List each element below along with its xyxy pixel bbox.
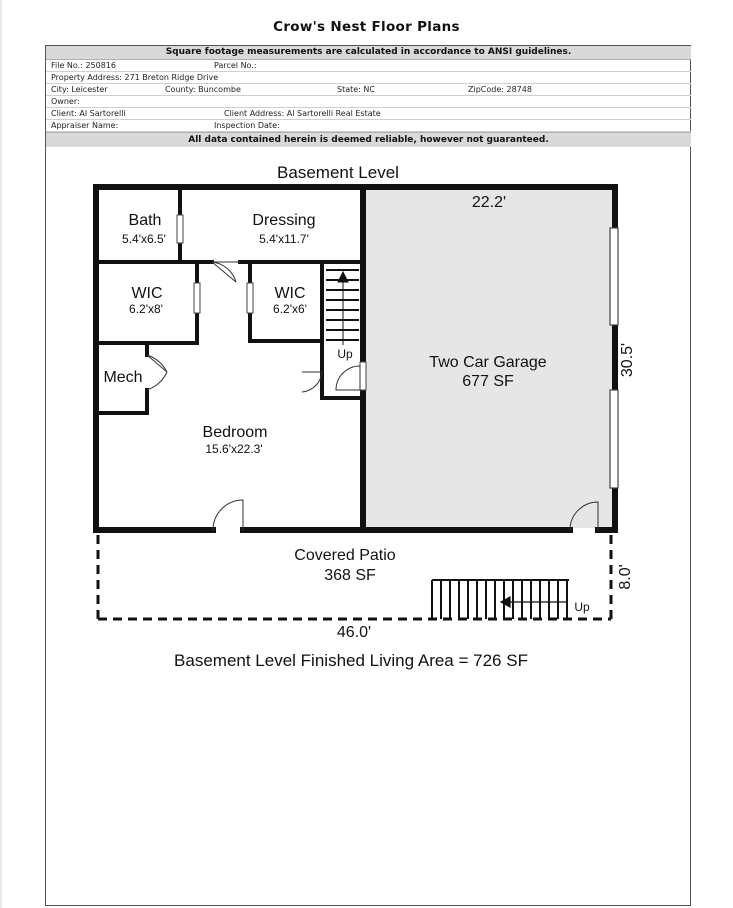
inner-stairs-arrow bbox=[338, 272, 348, 345]
patio-area: 368 SF bbox=[324, 567, 376, 584]
garage-width-label: 22.2' bbox=[471, 194, 507, 211]
client: Client: Al Sartorelli bbox=[51, 109, 126, 118]
bedroom-size: 15.6'x22.3' bbox=[205, 442, 263, 456]
zipcode: ZipCode: 28748 bbox=[468, 85, 532, 94]
patio-depth-label: 8.0' bbox=[617, 564, 634, 590]
dressing-size: 5.4'x11.7' bbox=[259, 232, 309, 246]
bedroom-label: Bedroom bbox=[202, 424, 268, 441]
owner: Owner: bbox=[51, 97, 80, 106]
patio-stairs-up-label: Up bbox=[574, 600, 590, 614]
city: City: Leicester bbox=[51, 85, 108, 94]
inner-stairs-up-label: Up bbox=[337, 347, 353, 361]
patio-label: Covered Patio bbox=[294, 547, 396, 564]
wic-1-size: 6.2'x8' bbox=[129, 302, 163, 316]
parcel-no: Parcel No.: bbox=[214, 61, 257, 70]
finished-area-summary: Basement Level Finished Living Area = 726 SF bbox=[174, 651, 528, 670]
ansi-banner: Square footage measurements are calculated in accordance to ANSI guidelines. bbox=[46, 46, 691, 60]
level-title: Basement Level bbox=[277, 163, 399, 182]
patio-stairs bbox=[432, 580, 569, 619]
bath-size: 5.4'x6.5' bbox=[122, 232, 166, 246]
mech-label: Mech bbox=[103, 369, 143, 386]
wic-1-label: WIC bbox=[131, 285, 163, 302]
garage-area: 677 SF bbox=[462, 373, 514, 390]
bath-label: Bath bbox=[128, 212, 162, 229]
inspection-date: Inspection Date: bbox=[214, 121, 280, 130]
garage-depth-label: 30.5' bbox=[619, 342, 636, 378]
county: County: Buncombe bbox=[165, 85, 241, 94]
wic-2-size: 6.2'x6' bbox=[273, 302, 307, 316]
garage-label: Two Car Garage bbox=[429, 354, 547, 371]
client-address: Client Address: Al Sartorelli Real Estate bbox=[224, 109, 381, 118]
property-address: Property Address: 271 Breton Ridge Drive bbox=[51, 73, 219, 82]
dressing-label: Dressing bbox=[252, 212, 316, 229]
overall-width-label: 46.0' bbox=[336, 624, 372, 641]
state: State: NC bbox=[337, 85, 375, 94]
file-no: File No.: 250816 bbox=[51, 61, 116, 70]
disclaimer-banner: All data contained herein is deemed reliable, however not guaranteed. bbox=[46, 132, 691, 147]
appraiser: Appraiser Name: bbox=[51, 121, 119, 130]
wic-2-label: WIC bbox=[274, 285, 306, 302]
page-title: Crow's Nest Floor Plans bbox=[273, 19, 460, 35]
